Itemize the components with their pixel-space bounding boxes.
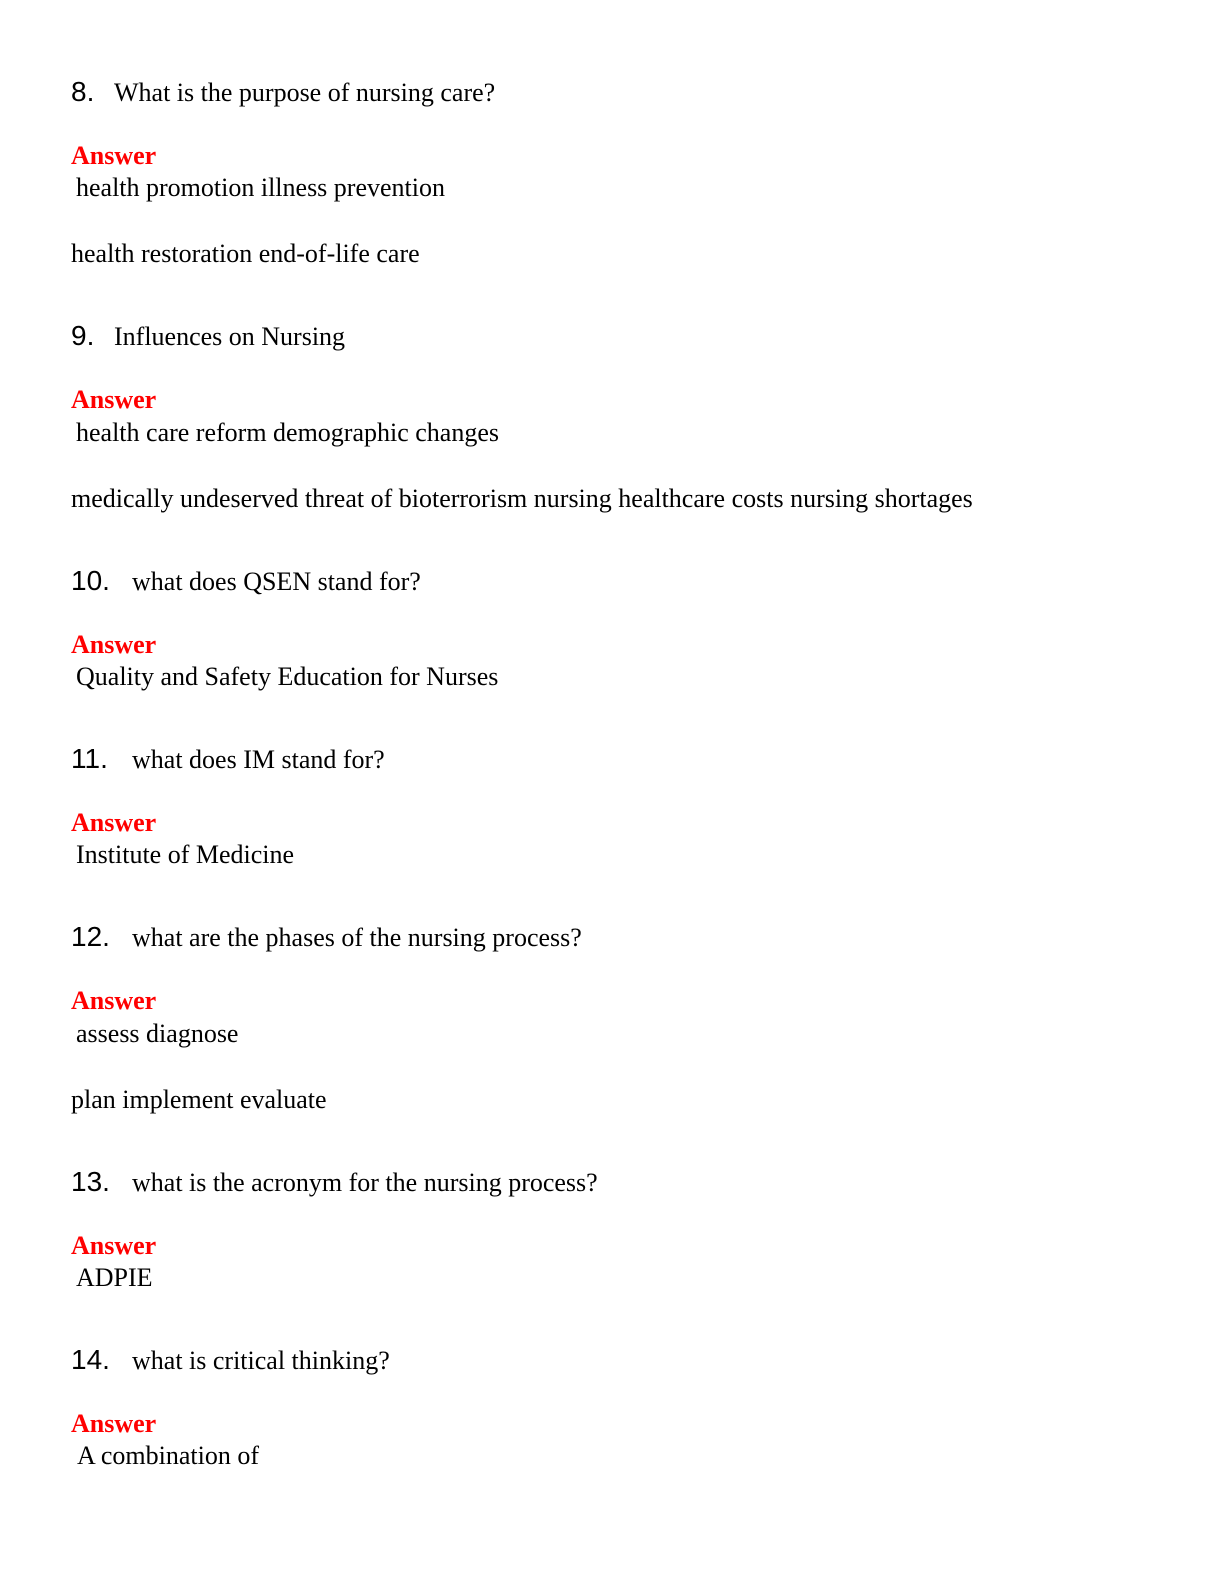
answer-line: health restoration end-of-life care (71, 239, 420, 268)
answer-label: Answer (71, 630, 157, 659)
answer-line: ADPIE (76, 1263, 153, 1292)
question-text: what is critical thinking? (132, 1346, 390, 1375)
answer-line: assess diagnose (76, 1019, 239, 1048)
answer-label: Answer (71, 141, 157, 170)
answer-label: Answer (71, 1231, 157, 1260)
question-text: Influences on Nursing (114, 322, 346, 351)
question-text: What is the purpose of nursing care? (114, 78, 496, 107)
answer-line: A combination of (77, 1441, 259, 1470)
question-text: what are the phases of the nursing process? (132, 923, 582, 952)
question-number: 12. (71, 921, 110, 952)
question-number: 10. (71, 565, 110, 596)
question-number: 9. (71, 320, 95, 351)
answer-label: Answer (71, 1409, 157, 1438)
question-number: 8. (71, 76, 95, 107)
answer-label: Answer (71, 808, 157, 837)
question-number: 14. (71, 1344, 110, 1375)
answer-line: Quality and Safety Education for Nurses (76, 662, 499, 691)
question-text: what is the acronym for the nursing process? (132, 1168, 598, 1197)
question-number: 11. (71, 743, 108, 774)
answer-label: Answer (71, 986, 157, 1015)
answer-line: Institute of Medicine (76, 840, 295, 869)
answer-line: medically undeserved threat of bioterrorism nursing healthcare costs nursing shortages (71, 484, 973, 513)
answer-line: plan implement evaluate (71, 1085, 327, 1114)
question-text: what does IM stand for? (132, 745, 385, 774)
question-text: what does QSEN stand for? (132, 567, 421, 596)
answer-label: Answer (71, 385, 157, 414)
question-number: 13. (71, 1166, 110, 1197)
answer-line: health care reform demographic changes (76, 418, 500, 447)
answer-line: health promotion illness prevention (76, 173, 445, 202)
